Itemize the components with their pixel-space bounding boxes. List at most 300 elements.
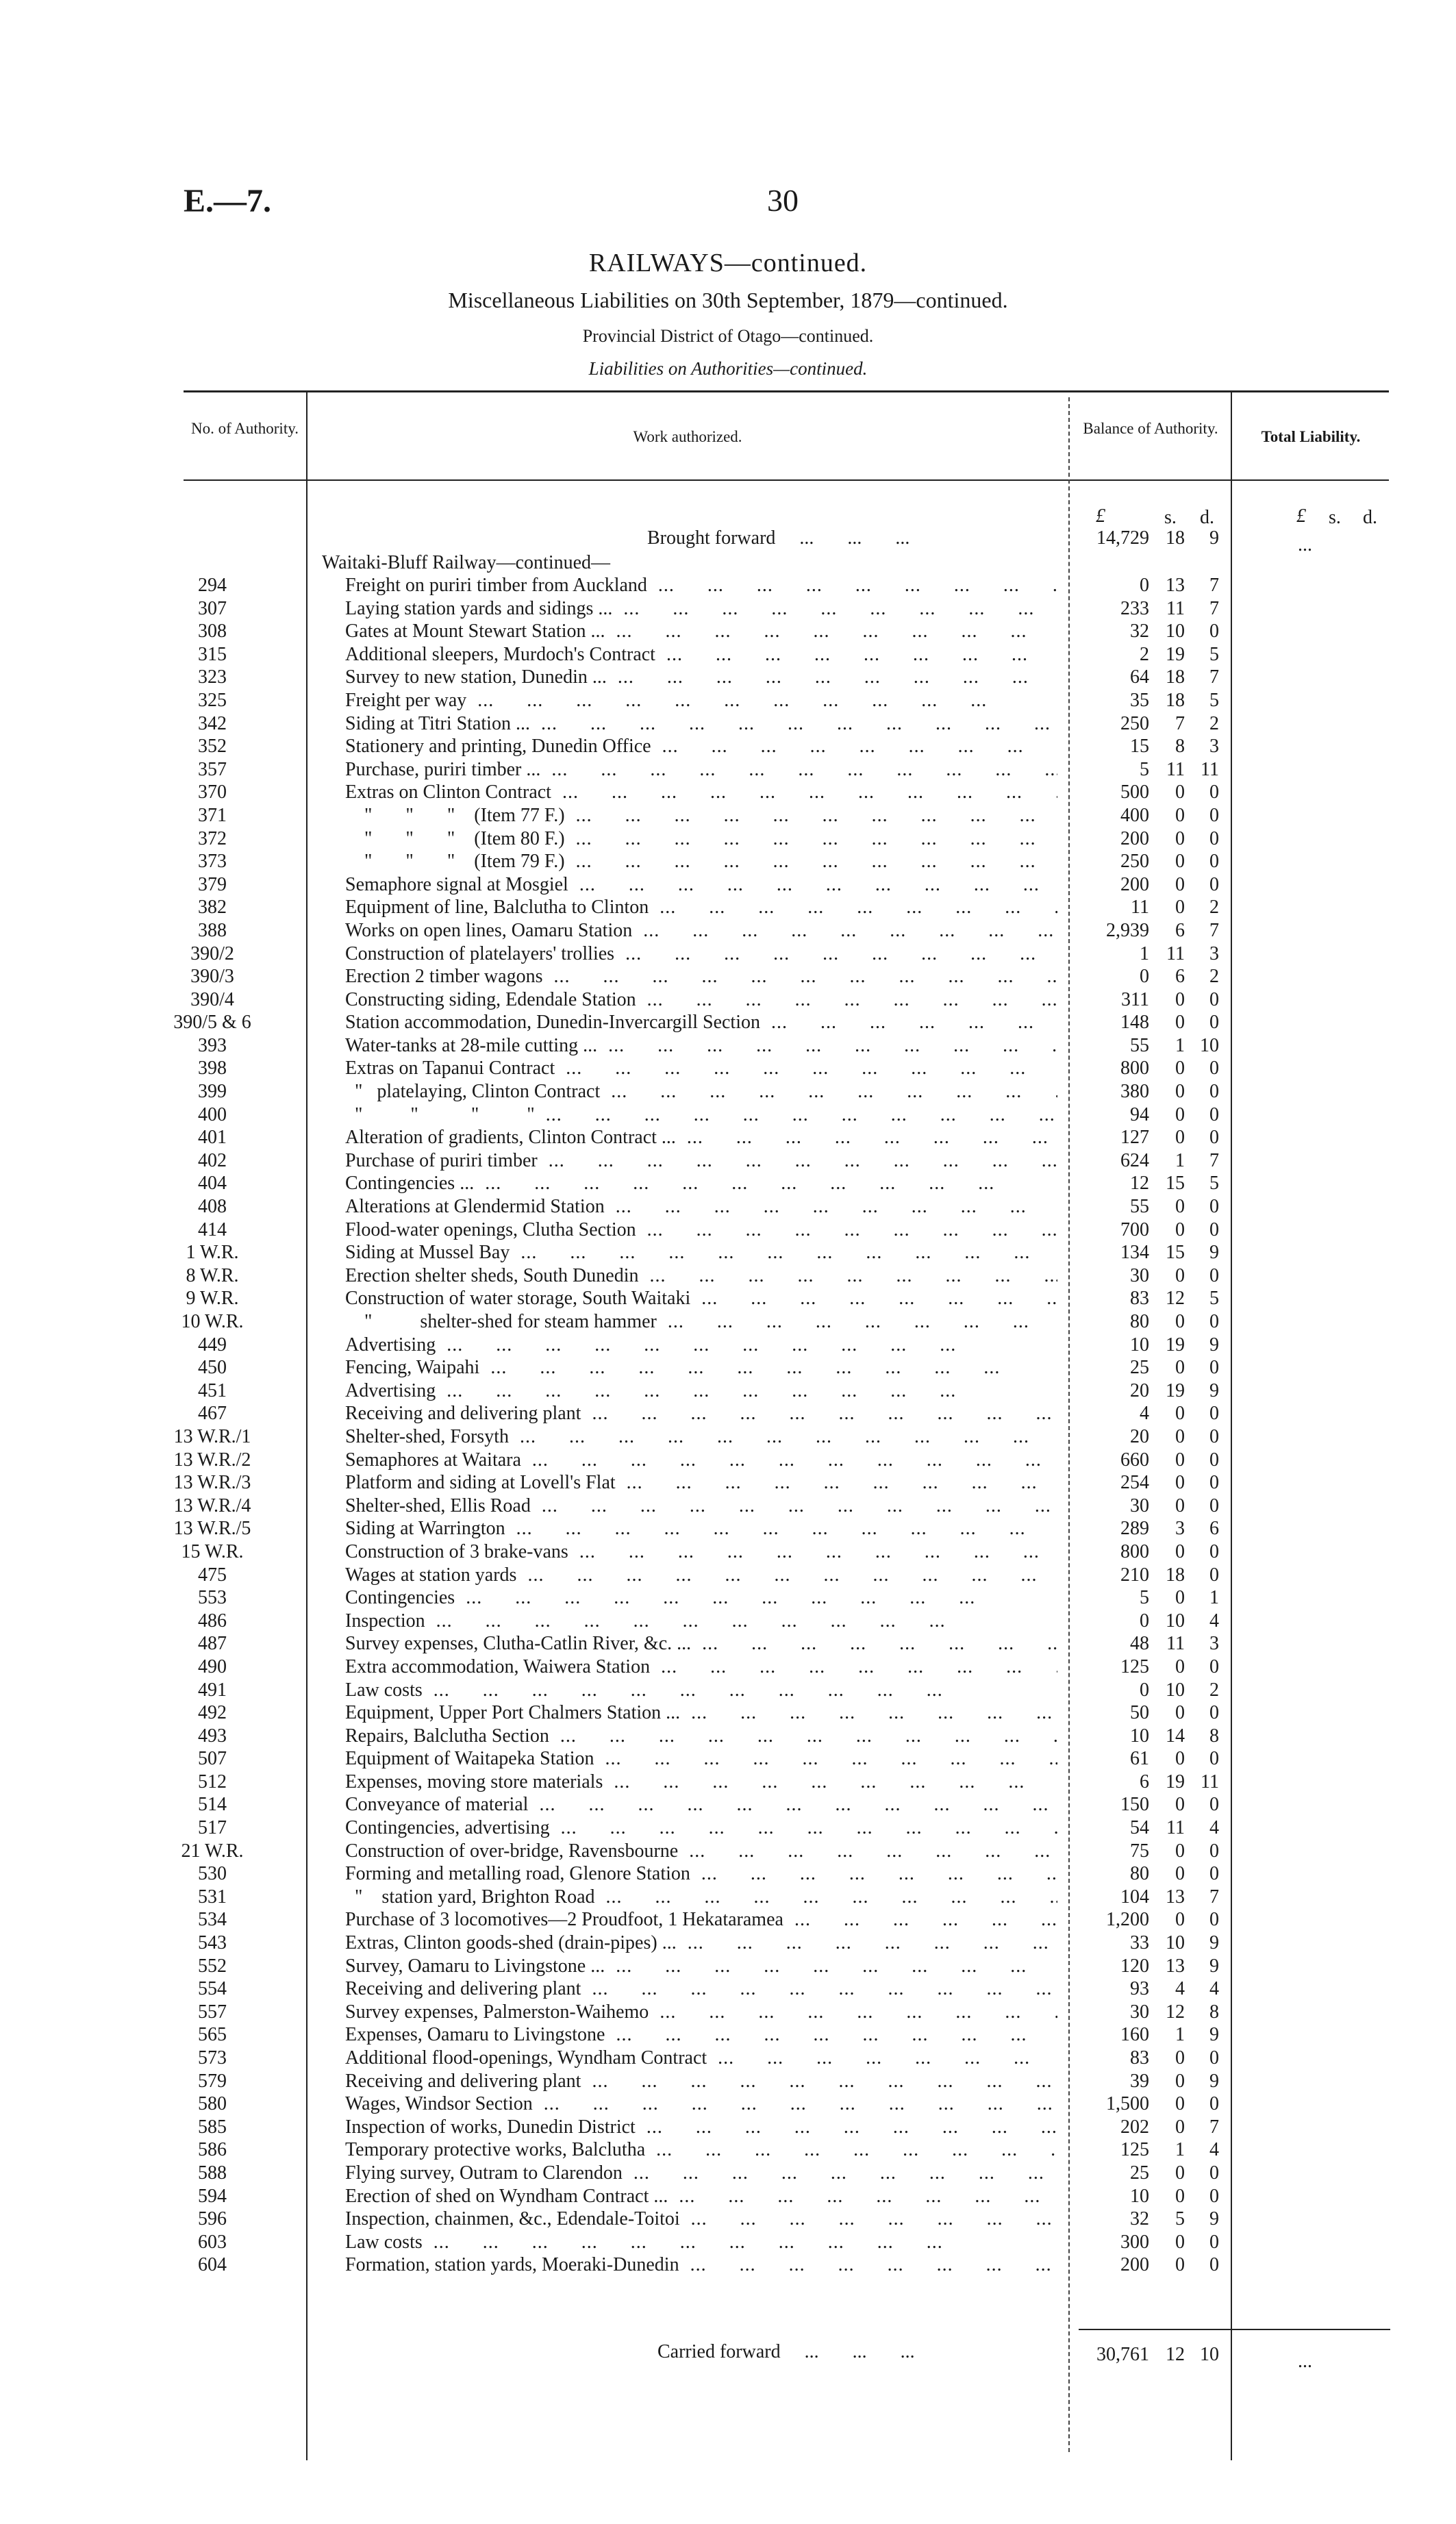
work-description: Semaphore signal at Mosgiel ...: [345, 873, 1057, 897]
balance-pounds: 148: [1120, 1012, 1149, 1034]
balance-shillings: 13: [1166, 575, 1185, 596]
balance-pence: 0: [1209, 804, 1219, 826]
balance-shillings: 0: [1175, 1264, 1185, 1286]
balance-pounds: 83: [1130, 2047, 1149, 2069]
work-description: Flood-water openings, Clutha Section ...: [345, 1219, 1057, 1242]
balance-pounds: 6: [1140, 1771, 1149, 1792]
balance-pence: 8: [1209, 2001, 1219, 2023]
balance-pounds: 125: [1120, 1655, 1149, 1677]
table-row: [0, 735, 1456, 758]
authority-number: 372: [198, 827, 227, 849]
balance-pence: 3: [1209, 1633, 1219, 1655]
column-header-total: Total Liability.: [1261, 428, 1361, 445]
balance-pounds: 12: [1130, 1173, 1149, 1195]
authority-number: 13 W.R./5: [173, 1518, 251, 1540]
work-description: Inspection ...: [345, 1610, 1057, 1633]
balance-pence: 0: [1209, 1794, 1219, 1816]
work-description: Platform and siding at Lovell's Flat ...: [345, 1471, 1057, 1495]
balance-pounds: 32: [1130, 621, 1149, 642]
balance-pence: 0: [1209, 1264, 1219, 1286]
work-description: Equipment of Waitapeka Station ...: [345, 1747, 1057, 1771]
table-top-rule: [184, 390, 1389, 392]
work-description: Erection 2 timber wagons ...: [345, 965, 1057, 988]
authority-number: 390/2: [190, 942, 234, 964]
table-row: [0, 1425, 1456, 1449]
balance-pounds: 30: [1130, 2001, 1149, 2023]
work-description: Constructing siding, Edendale Station ...: [345, 988, 1057, 1012]
balance-pounds: 5: [1140, 1587, 1149, 1609]
table-row: [0, 1379, 1456, 1403]
work-description: Shelter-shed, Forsyth ...: [345, 1425, 1057, 1449]
table-row: [0, 1793, 1456, 1816]
authority-number: 553: [198, 1587, 227, 1609]
work-description: Temporary protective works, Balclutha ...: [345, 2138, 1057, 2162]
work-description: Flying survey, Outram to Clarendon ...: [345, 2162, 1057, 2185]
balance-pounds: 2,939: [1106, 919, 1149, 941]
work-description: Equipment, Upper Port Chalmers Station ... ...: [345, 1701, 1057, 1725]
authority-number: 401: [198, 1127, 227, 1149]
work-description: Construction of water storage, South Waitaki ...: [345, 1287, 1057, 1310]
work-description: Survey expenses, Palmerston-Waihemo ...: [345, 2001, 1057, 2024]
authority-number: 357: [198, 758, 227, 780]
table-row: [0, 643, 1456, 666]
balance-pence: 2: [1209, 1679, 1219, 1701]
balance-pounds: 94: [1130, 1103, 1149, 1125]
authority-number: 449: [198, 1334, 227, 1355]
table-row: [0, 1725, 1456, 1748]
balance-pounds: 32: [1130, 2208, 1149, 2230]
balance-pence: 0: [1209, 873, 1219, 895]
authority-number: 450: [198, 1357, 227, 1379]
authority-number: 393: [198, 1034, 227, 1056]
balance-pence: 0: [1209, 1748, 1219, 1770]
balance-pounds: 48: [1130, 1633, 1149, 1655]
balance-shillings: 19: [1166, 1379, 1185, 1401]
balance-shillings: 0: [1175, 1196, 1185, 1218]
balance-shillings: 11: [1166, 942, 1185, 964]
balance-shillings: 0: [1175, 2093, 1185, 2115]
table-row: [0, 942, 1456, 966]
balance-shillings: 0: [1175, 988, 1185, 1010]
column-header-work: Work authorized.: [633, 428, 742, 445]
authority-number: 507: [198, 1748, 227, 1770]
work-description: Contingencies ...: [345, 1586, 1057, 1610]
work-description: Equipment of line, Balclutha to Clinton ...: [345, 896, 1057, 919]
work-description: Erection of shed on Wyndham Contract ... ...: [345, 2185, 1057, 2208]
balance-pounds: 200: [1120, 2254, 1149, 2276]
table-row: [0, 1632, 1456, 1655]
balance-pounds: 300: [1120, 2231, 1149, 2253]
work-description: Siding at Warrington ...: [345, 1517, 1057, 1540]
balance-shillings: 0: [1175, 2185, 1185, 2207]
work-description: " platelaying, Clinton Contract ...: [345, 1080, 1057, 1103]
balance-shillings: 0: [1175, 804, 1185, 826]
table-row: [0, 597, 1456, 621]
authority-number: 390/4: [190, 988, 234, 1010]
work-description: Formation, station yards, Moeraki-Dunedin ...: [345, 2253, 1057, 2277]
table-row: [0, 1103, 1456, 1127]
balance-pounds: 2: [1140, 643, 1149, 665]
work-description: Laying station yards and sidings ... ...: [345, 597, 1057, 621]
authority-number: 352: [198, 736, 227, 758]
balance-shillings: 10: [1166, 1932, 1185, 1954]
balance-pounds: 500: [1120, 782, 1149, 803]
balance-pounds: 35: [1130, 689, 1149, 711]
carried-forward-pence: 10: [1200, 2344, 1219, 2365]
balance-pounds: 10: [1130, 1725, 1149, 1747]
work-description: Expenses, Oamaru to Livingstone ...: [345, 2023, 1057, 2047]
balance-shillings: 0: [1175, 2231, 1185, 2253]
table-row: [0, 2138, 1456, 2162]
authority-number: 486: [198, 1610, 227, 1632]
balance-pence: 5: [1209, 1173, 1219, 1195]
work-description: Freight on puriri timber from Auckland ...: [345, 574, 1057, 597]
balance-shillings: 14: [1166, 1725, 1185, 1747]
table-row: [0, 827, 1456, 851]
table-row: [0, 873, 1456, 897]
balance-pence: 9: [1209, 1334, 1219, 1355]
authority-number: 531: [198, 1886, 227, 1908]
balance-pence: 1: [1209, 1587, 1219, 1609]
balance-pence: 0: [1209, 1840, 1219, 1862]
authority-number: 342: [198, 712, 227, 734]
balance-pence: 3: [1209, 942, 1219, 964]
section-title: Liabilities on Authorities—continued.: [588, 358, 868, 379]
table-row: [0, 896, 1456, 919]
balance-shillings: 15: [1166, 1173, 1185, 1195]
balance-pounds: 20: [1130, 1425, 1149, 1447]
balance-pence: 0: [1209, 827, 1219, 849]
balance-shillings: 0: [1175, 2047, 1185, 2069]
authority-number: 565: [198, 2024, 227, 2046]
authority-number: 382: [198, 897, 227, 919]
balance-shillings: 0: [1175, 1495, 1185, 1516]
balance-pence: 0: [1209, 1702, 1219, 1724]
balance-pounds: 93: [1130, 1978, 1149, 2000]
balance-pounds: 311: [1121, 988, 1149, 1010]
work-description: Survey expenses, Clutha-Catlin River, &c. ... ...: [345, 1632, 1057, 1655]
work-description: " " " (Item 79 F.) ...: [345, 850, 1057, 873]
work-description: Erection shelter sheds, South Dunedin ...: [345, 1264, 1057, 1288]
balance-shillings: 0: [1175, 1012, 1185, 1034]
table-row: [0, 2162, 1456, 2185]
balance-pence: 9: [1209, 2070, 1219, 2092]
table-row: [0, 1149, 1456, 1173]
table-row: [0, 1977, 1456, 2001]
work-description: Forming and metalling road, Glenore Station ...: [345, 1862, 1057, 1886]
balance-shillings: 10: [1166, 621, 1185, 642]
balance-shillings: 1: [1175, 2139, 1185, 2161]
work-description: Law costs ...: [345, 2231, 1057, 2254]
balance-pence: 0: [1209, 2093, 1219, 2115]
authority-number: 399: [198, 1081, 227, 1103]
balance-pence: 9: [1209, 1242, 1219, 1264]
balance-pounds: 55: [1130, 1196, 1149, 1218]
balance-shillings: 10: [1166, 1610, 1185, 1632]
balance-pence: 10: [1200, 1034, 1219, 1056]
balance-pence: 8: [1209, 1725, 1219, 1747]
carried-forward-pounds: 30,761: [1096, 2344, 1149, 2365]
authority-number: 315: [198, 643, 227, 665]
balance-pounds: 104: [1120, 1886, 1149, 1908]
work-description: " shelter-shed for steam hammer ...: [345, 1310, 1057, 1334]
balance-shillings: 0: [1175, 1357, 1185, 1379]
table-row: [0, 620, 1456, 643]
column-header-authority-no: No. of Authority.: [191, 420, 299, 437]
balance-pounds: 125: [1120, 2139, 1149, 2161]
balance-pounds: 30: [1130, 1495, 1149, 1516]
balance-pence: 4: [1209, 2139, 1219, 2161]
balance-shillings: 11: [1166, 597, 1185, 619]
work-description: Repairs, Balclutha Section ...: [345, 1725, 1057, 1748]
authority-number: 323: [198, 666, 227, 688]
balance-shillings: 13: [1166, 1886, 1185, 1908]
work-description: Contingencies ... ...: [345, 1172, 1057, 1195]
balance-pounds: 210: [1120, 1564, 1149, 1586]
balance-pence: 0: [1209, 1403, 1219, 1425]
table-row: [0, 2231, 1456, 2254]
balance-pence: 0: [1209, 2254, 1219, 2276]
balance-pence: 2: [1209, 966, 1219, 988]
authority-number: 588: [198, 2162, 227, 2184]
table-row: [0, 1449, 1456, 1472]
authority-number: 371: [198, 804, 227, 826]
carried-forward-shillings: 12: [1166, 2344, 1185, 2365]
table-row: [0, 1816, 1456, 1840]
table-row: [0, 689, 1456, 712]
balance-shillings: 3: [1175, 1518, 1185, 1540]
balance-pence: 0: [1209, 1425, 1219, 1447]
balance-pence: 0: [1209, 1655, 1219, 1677]
authority-number: 8 W.R.: [186, 1264, 239, 1286]
balance-pence: 0: [1209, 621, 1219, 642]
work-description: Siding at Titri Station ... ...: [345, 712, 1057, 736]
authority-number: 390/5 & 6: [173, 1012, 251, 1034]
balance-shillings: 0: [1175, 1058, 1185, 1079]
table-row: [0, 919, 1456, 942]
balance-shillings: 0: [1175, 1794, 1185, 1816]
table-row: [0, 1287, 1456, 1310]
balance-pence: 9: [1209, 2024, 1219, 2046]
balance-pounds: 64: [1130, 666, 1149, 688]
authority-number: 402: [198, 1149, 227, 1171]
balance-pounds: 202: [1120, 2116, 1149, 2138]
work-description: " " " (Item 77 F.) ...: [345, 804, 1057, 827]
authority-number: 21 W.R.: [181, 1840, 244, 1862]
table-row: [0, 965, 1456, 988]
table-row: [0, 1586, 1456, 1610]
work-description: Contingencies, advertising ...: [345, 1816, 1057, 1840]
authority-number: 13 W.R./1: [173, 1425, 251, 1447]
balance-shillings: 18: [1166, 666, 1185, 688]
table-row: [0, 1771, 1456, 1794]
authority-number: 512: [198, 1771, 227, 1792]
balance-pence: 3: [1209, 736, 1219, 758]
table-row: [0, 1080, 1456, 1103]
authority-number: 604: [198, 2254, 227, 2276]
balance-pence: 7: [1209, 1886, 1219, 1908]
work-description: Construction of 3 brake-vans ...: [345, 1540, 1057, 1564]
work-description: Inspection of works, Dunedin District ...: [345, 2116, 1057, 2139]
authority-number: 308: [198, 621, 227, 642]
authority-number: 390/3: [190, 966, 234, 988]
balance-shillings: 5: [1175, 2208, 1185, 2230]
table-row: [0, 1334, 1456, 1357]
balance-pence: 0: [1209, 1311, 1219, 1332]
balance-pounds: 55: [1130, 1034, 1149, 1056]
authority-number: 586: [198, 2139, 227, 2161]
table-row: [0, 1057, 1456, 1080]
balance-pence: 0: [1209, 1495, 1219, 1516]
table-row: [0, 2092, 1456, 2116]
authority-number: 543: [198, 1932, 227, 1954]
balance-shillings: 0: [1175, 782, 1185, 803]
table-row: [0, 1955, 1456, 1978]
authority-number: 15 W.R.: [181, 1540, 244, 1562]
balance-pence-unit: d.: [1200, 507, 1214, 528]
table-row: [0, 1034, 1456, 1058]
balance-pence: 9: [1209, 1379, 1219, 1401]
balance-pence: 0: [1209, 1449, 1219, 1471]
balance-pounds: 127: [1120, 1127, 1149, 1149]
balance-pounds: 15: [1130, 736, 1149, 758]
work-description: " station yard, Brighton Road ...: [345, 1886, 1057, 1909]
balance-pounds: 1,500: [1106, 2093, 1149, 2115]
balance-shillings: 12: [1166, 1288, 1185, 1310]
authority-number: 594: [198, 2185, 227, 2207]
authority-number: 491: [198, 1679, 227, 1701]
table-row: [0, 1701, 1456, 1725]
table-row: [0, 1679, 1456, 1702]
work-description: Receiving and delivering plant ...: [345, 1977, 1057, 2001]
balance-pounds: 20: [1130, 1379, 1149, 1401]
balance-pence: 9: [1209, 1955, 1219, 1977]
work-description: Construction of over-bridge, Ravensbourne ...: [345, 1840, 1057, 1863]
table-row: [0, 666, 1456, 689]
work-description: Law costs ...: [345, 1679, 1057, 1702]
work-description: Additional sleepers, Murdoch's Contract ...: [345, 643, 1057, 666]
authority-number: 517: [198, 1817, 227, 1839]
balance-pounds: 5: [1140, 758, 1149, 780]
balance-pence: 0: [1209, 782, 1219, 803]
table-row: [0, 2070, 1456, 2093]
work-description: Siding at Mussel Bay ...: [345, 1241, 1057, 1264]
balance-pence: 4: [1209, 1817, 1219, 1839]
balance-shillings: 13: [1166, 1955, 1185, 1977]
work-description: Fencing, Waipahi ...: [345, 1356, 1057, 1379]
balance-pence: 7: [1209, 919, 1219, 941]
balance-pence: 0: [1209, 1196, 1219, 1218]
balance-pounds: 800: [1120, 1058, 1149, 1079]
table-row: [0, 1471, 1456, 1495]
authority-number: 408: [198, 1196, 227, 1218]
balance-shillings: 0: [1175, 1840, 1185, 1862]
brought-forward-label: Brought forward ... ... ...: [647, 527, 910, 549]
table-row: [0, 2185, 1456, 2208]
balance-shillings: 0: [1175, 1540, 1185, 1562]
balance-pence: 4: [1209, 1978, 1219, 2000]
balance-pence: 4: [1209, 1610, 1219, 1632]
work-description: Survey to new station, Dunedin ... ...: [345, 666, 1057, 689]
balance-pounds: 10: [1130, 2185, 1149, 2207]
balance-shillings: 0: [1175, 1702, 1185, 1724]
balance-pounds: 289: [1120, 1518, 1149, 1540]
balance-pence: 0: [1209, 1058, 1219, 1079]
balance-pence: 7: [1209, 575, 1219, 596]
balance-pence: 0: [1209, 1012, 1219, 1034]
table-row: [0, 712, 1456, 736]
table-row: [0, 1241, 1456, 1264]
balance-shillings: 7: [1175, 712, 1185, 734]
authority-number: 451: [198, 1379, 227, 1401]
balance-shillings: 18: [1166, 1564, 1185, 1586]
brought-forward-total: ...: [1298, 534, 1312, 555]
balance-shillings: 0: [1175, 1449, 1185, 1471]
balance-pounds: 0: [1140, 1679, 1149, 1701]
section-heading: Waitaki-Bluff Railway—continued—: [322, 552, 611, 573]
balance-pounds: 83: [1130, 1288, 1149, 1310]
balance-shillings: 0: [1175, 1103, 1185, 1125]
work-description: Shelter-shed, Ellis Road ...: [345, 1495, 1057, 1518]
balance-shillings: 0: [1175, 1748, 1185, 1770]
balance-shillings: 0: [1175, 1425, 1185, 1447]
balance-shillings: 0: [1175, 1909, 1185, 1931]
district-title: Provincial District of Otago—continued.: [582, 326, 874, 346]
balance-pounds: 254: [1120, 1472, 1149, 1494]
balance-shillings: 19: [1166, 1334, 1185, 1355]
table-row: [0, 2116, 1456, 2139]
balance-shillings: 0: [1175, 1081, 1185, 1103]
work-description: Receiving and delivering plant ...: [345, 2070, 1057, 2093]
authority-number: 493: [198, 1725, 227, 1747]
balance-shillings: 0: [1175, 873, 1185, 895]
balance-pence: 0: [1209, 1127, 1219, 1149]
work-description: Extras on Tapanui Contract ...: [345, 1057, 1057, 1080]
balance-pounds: 25: [1130, 2162, 1149, 2184]
balance-shillings: 19: [1166, 643, 1185, 665]
total-pound-unit: £: [1296, 505, 1306, 527]
balance-pence: 0: [1209, 1081, 1219, 1103]
authority-number: 13 W.R./4: [173, 1495, 251, 1516]
balance-pence: 11: [1201, 758, 1219, 780]
balance-pounds: 39: [1130, 2070, 1149, 2092]
balance-shillings: 11: [1166, 1633, 1185, 1655]
balance-pence: 2: [1209, 712, 1219, 734]
authority-rows: [0, 574, 1456, 2277]
total-shilling-unit: s.: [1329, 507, 1341, 528]
balance-shillings: 15: [1166, 1242, 1185, 1264]
balance-shillings: 1: [1175, 1149, 1185, 1171]
balance-pounds: 50: [1130, 1702, 1149, 1724]
table-row: [0, 1655, 1456, 1679]
balance-pounds: 200: [1120, 827, 1149, 849]
work-description: Advertising ...: [345, 1334, 1057, 1357]
work-description: Works on open lines, Oamaru Station ...: [345, 919, 1057, 942]
work-description: Purchase of 3 locomotives—2 Proudfoot, 1 Hekataramea ...: [345, 1908, 1057, 1932]
authority-number: 9 W.R.: [186, 1288, 239, 1310]
table-row: [0, 2023, 1456, 2047]
work-description: Extras on Clinton Contract ...: [345, 781, 1057, 804]
balance-pence: 7: [1209, 666, 1219, 688]
work-description: Water-tanks at 28-mile cutting ... ...: [345, 1034, 1057, 1058]
work-description: Construction of platelayers' trollies ...: [345, 942, 1057, 966]
authority-number: 554: [198, 1978, 227, 2000]
balance-pounds: 0: [1140, 575, 1149, 596]
table-row: [0, 1195, 1456, 1219]
balance-pounds: 1,200: [1106, 1909, 1149, 1931]
table-row: [0, 1862, 1456, 1886]
balance-pounds: 10: [1130, 1334, 1149, 1355]
